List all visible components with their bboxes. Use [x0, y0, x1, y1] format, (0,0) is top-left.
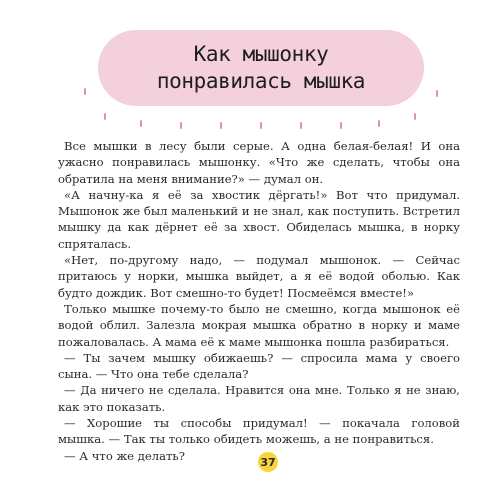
- decor-dash: [378, 120, 380, 127]
- text-line: «Нет, по-другому надо, — подумал мышонок. — Сейчас: [64, 253, 460, 268]
- text-line: пожаловалась. А мама её к маме мышонка пошла разбираться.: [58, 334, 450, 349]
- page-number: 37: [260, 455, 276, 469]
- text-line: — Да ничего не сделала. Нравится она мне. Только я не знаю,: [64, 383, 460, 398]
- decor-dash: [220, 122, 222, 129]
- text-line: притаюсь у норки, мышка выйдет, а я её водой оболью. Как: [58, 269, 460, 284]
- decor-dash: [104, 113, 106, 120]
- text-line: спряталась.: [58, 236, 132, 251]
- page-number-badge: [258, 452, 278, 472]
- decor-dash: [340, 122, 342, 129]
- decor-dash: [260, 122, 262, 129]
- story-title-line-2: понравилась мышка: [156, 69, 366, 93]
- text-line: обратила на меня внимание?» — думал он.: [58, 171, 324, 186]
- text-line: Только мышке почему-то было не смешно, когда мышонок её: [64, 301, 460, 316]
- text-line: Мышонок же был маленький и не знал, как поступить. Встретил: [58, 204, 460, 219]
- story-text: [58, 138, 460, 464]
- text-line: «А начну-ка я её за хвостик дёргать!» Вот что придумал.: [64, 187, 460, 202]
- text-line: сына. — Что она тебе сделала?: [58, 367, 249, 382]
- decor-dash: [140, 120, 142, 127]
- text-line: Все мышки в лесу были серые. А одна белая-белая! И она: [64, 139, 460, 153]
- text-line: как это показать.: [58, 399, 166, 414]
- text-line: будто дождик. Вот смешно-то будет! Посмеёмся вместе!»: [58, 285, 415, 300]
- title-banner: [98, 30, 424, 106]
- text-line: мышка. — Так ты только обидеть можешь, а не понравиться.: [58, 432, 434, 447]
- text-line: — А что же делать?: [64, 448, 185, 463]
- decor-dash: [436, 90, 438, 97]
- text-line: мышку да как дёрнет её за хвост. Обиделась мышка, в норку: [58, 220, 460, 235]
- decor-dash: [180, 122, 182, 129]
- text-line: — Ты зачем мышку обижаешь? — спросила мама у своего: [64, 350, 460, 365]
- decor-dash: [300, 122, 302, 129]
- text-line: ужасно понравилась мышонку. «Что же сделать, чтобы она: [58, 155, 460, 170]
- decor-dash: [414, 113, 416, 120]
- text-line: — Хорошие ты способы придумал! — покачала головой: [64, 416, 460, 431]
- text-line: водой облил. Залезла мокрая мышка обратно в норку и маме: [58, 318, 460, 333]
- story-title-line-1: Как мышонку: [193, 42, 329, 66]
- decor-dash: [84, 88, 86, 95]
